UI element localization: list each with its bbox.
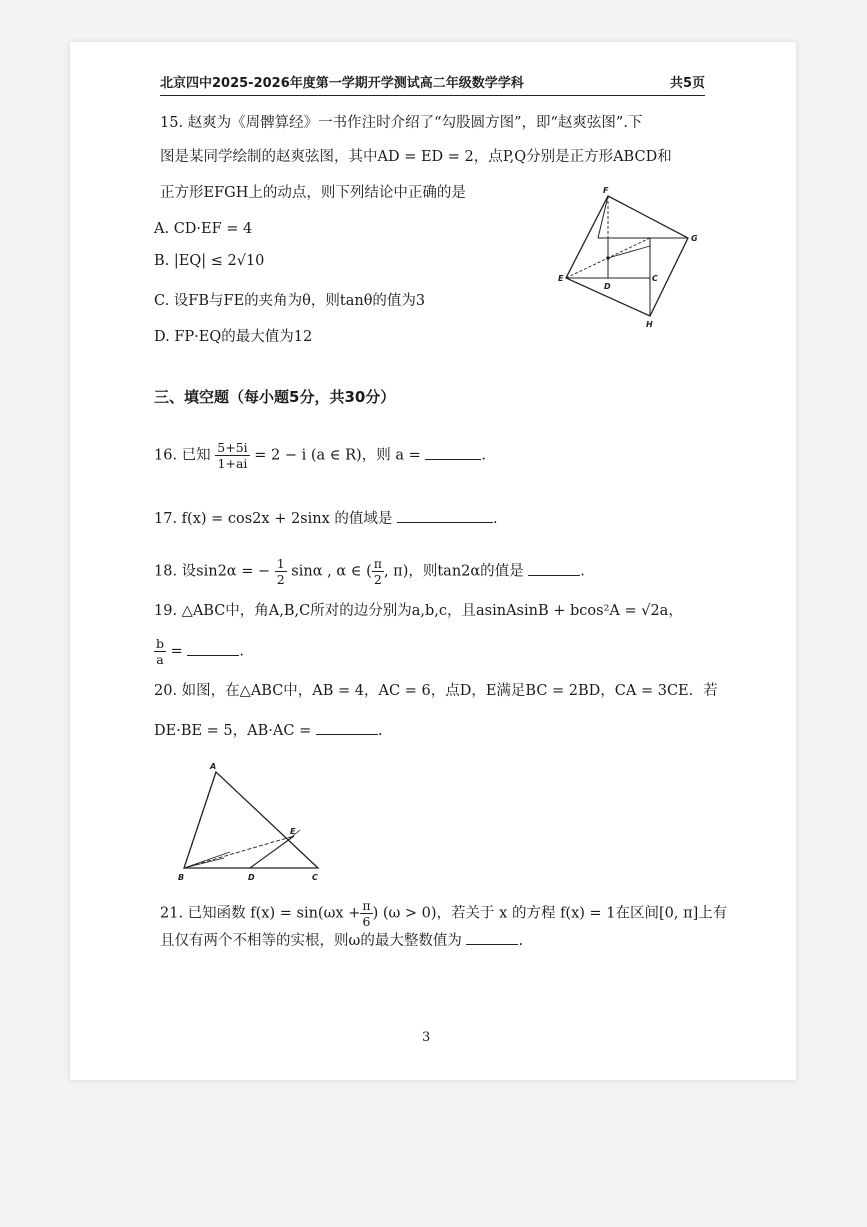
q16-middle: = 2 − i (a ∈ R)，则 a = — [254, 447, 421, 464]
q19-line1: 19. △ABC中，角A,B,C所对的边分别为a,b,c，且asinAsinB + bcos²A = √2a， — [154, 603, 683, 619]
q16-end: . — [481, 447, 486, 464]
q19-answer-blank[interactable] — [187, 641, 239, 656]
q19-fraction — [154, 636, 166, 667]
label-a: A — [210, 762, 217, 771]
zhao-shuang-diagram — [558, 184, 718, 334]
q15-line1: 15. 赵爽为《周髀算经》一书作注时介绍了“勾股圆方图”，即“赵爽弦图”.下 — [160, 115, 643, 131]
square-efgh — [566, 196, 688, 316]
q18-fraction-pi-half — [372, 556, 384, 587]
q18-middle2: , π)，则tan2α的值是 — [383, 563, 524, 580]
q18-pi-numerator: π — [373, 556, 382, 571]
triangle-abc — [184, 772, 318, 868]
q18 — [154, 556, 585, 587]
header-page-count: 共5页 — [669, 76, 705, 91]
label-c: C — [312, 873, 318, 882]
q18-prefix: 18. 设sin2α = − — [154, 563, 271, 580]
q15-option-a: A. CD·EF = 4 — [154, 221, 253, 237]
q21-answer-blank[interactable] — [466, 930, 518, 945]
q21-line1 — [160, 898, 727, 929]
label-b: B — [178, 873, 185, 882]
q20-line2-text: DE·BE = 5，AB·AC = — [154, 723, 312, 739]
label-e: E — [290, 827, 296, 836]
q16-prefix: 16. 已知 — [154, 447, 211, 464]
q17-text: 17. f(x) = cos2x + 2sinx 的值域是 — [154, 511, 393, 527]
q15-option-c: C. 设FB与FE的夹角为θ，则tanθ的值为3 — [154, 293, 426, 309]
segment-de — [250, 836, 294, 868]
q16-fraction — [215, 440, 249, 471]
label-h: H — [646, 320, 653, 329]
q19-denominator: a — [156, 652, 164, 667]
q18-end: . — [580, 563, 585, 580]
q18-pi-denominator: 2 — [373, 572, 382, 587]
q21-line1-b: ) (ω > 0)，若关于 x 的方程 f(x) = 1在区间[0, π]上有 — [372, 905, 728, 922]
q19-line2 — [154, 636, 244, 667]
label-g: G — [691, 234, 698, 243]
q21-numerator: π — [362, 898, 371, 913]
q18-half-denominator: 2 — [276, 572, 285, 587]
q17-answer-blank[interactable] — [397, 508, 493, 523]
q15-option-b: B. |EQ| ≤ 2√10 — [154, 253, 265, 269]
q21-line1-a: 21. 已知函数 f(x) = sin(ωx + — [160, 905, 361, 922]
label-d: D — [248, 873, 255, 882]
q15-line3: 正方形EFGH上的动点，则下列结论中正确的是 — [160, 185, 466, 201]
q19-eq: = — [170, 643, 183, 660]
q17 — [154, 508, 498, 528]
q18-answer-blank[interactable] — [528, 561, 580, 576]
q16-numerator: 5+5i — [217, 440, 248, 455]
q20-line1: 20. 如图，在△ABC中，AB = 4，AC = 6，点D，E满足BC = 2BD，CA = 3CE．若 — [154, 683, 718, 699]
q16-denominator: 1+ai — [217, 456, 248, 471]
header-title: 北京四中2025-2026年度第一学期开学测试高二年级数学学科 — [160, 76, 524, 91]
q15-option-d: D. FP·EQ的最大值为12 — [154, 329, 313, 345]
label-d: D — [604, 282, 611, 291]
q20-line2 — [154, 720, 382, 740]
q16-answer-blank[interactable] — [425, 445, 481, 460]
q18-fraction-half — [275, 556, 287, 587]
triangle-abc-diagram — [170, 756, 330, 886]
page-header — [160, 72, 705, 96]
q17-end: . — [493, 511, 498, 527]
q20-answer-blank[interactable] — [316, 720, 378, 735]
q16 — [154, 440, 486, 471]
q18-half-numerator: 1 — [276, 556, 285, 571]
q15-line2: 图是某同学绘制的赵爽弦图，其中AD = ED = 2，点P,Q分别是正方形ABCD和 — [160, 149, 672, 165]
q21-end: . — [518, 933, 524, 949]
q21-line2 — [160, 930, 523, 950]
label-c: C — [652, 274, 658, 283]
segment-be — [184, 836, 294, 868]
section-fill-in-title: 三、填空题（每小题5分，共30分） — [154, 388, 396, 406]
q19-numerator: b — [156, 636, 165, 651]
label-e: E — [558, 274, 564, 283]
q21-fraction — [360, 898, 372, 929]
page-number: 3 — [422, 1030, 431, 1045]
q20-end: . — [377, 723, 383, 739]
q18-middle: sinα , α ∈ ( — [291, 563, 372, 580]
q21-denominator: 6 — [362, 914, 371, 929]
q19-end: . — [239, 643, 244, 660]
exam-sheet — [70, 42, 796, 1080]
q21-line2-text: 且仅有两个不相等的实根，则ω的最大整数值为 — [160, 933, 462, 949]
label-f: F — [603, 186, 609, 195]
